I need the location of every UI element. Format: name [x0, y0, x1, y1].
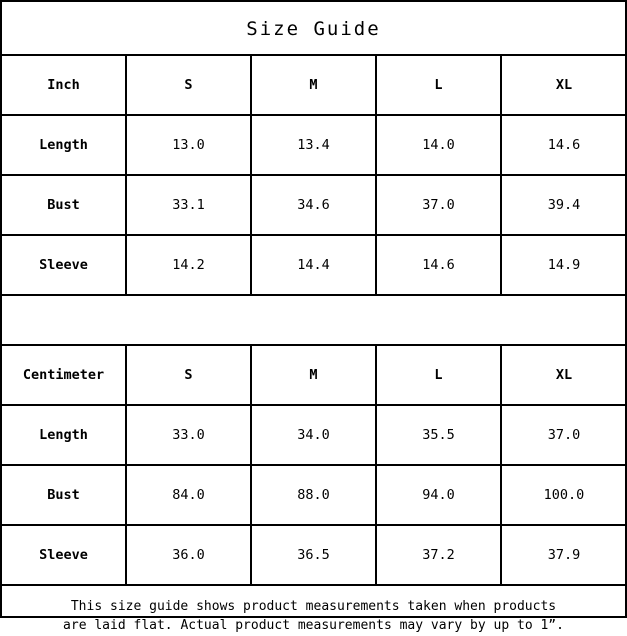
cell-sleeve-m: 36.5 — [251, 525, 376, 585]
column-header-xl: XL — [501, 55, 626, 115]
row-label-length: Length — [2, 115, 126, 175]
cell-bust-s: 33.1 — [126, 175, 251, 235]
cell-sleeve-s: 14.2 — [126, 235, 251, 295]
cell-length-m: 34.0 — [251, 405, 376, 465]
row-label-length: Length — [2, 405, 126, 465]
cell-length-s: 13.0 — [126, 115, 251, 175]
table-row — [2, 525, 626, 585]
column-header-l: L — [376, 55, 501, 115]
column-header-xl: XL — [501, 345, 626, 405]
column-header-l: L — [376, 345, 501, 405]
cell-sleeve-l: 37.2 — [376, 525, 501, 585]
column-header-m: M — [251, 345, 376, 405]
table-row — [2, 115, 626, 175]
cell-bust-s: 84.0 — [126, 465, 251, 525]
table-row — [2, 465, 626, 525]
centimeter-size-table — [2, 344, 626, 586]
cell-sleeve-l: 14.6 — [376, 235, 501, 295]
row-label-bust: Bust — [2, 175, 126, 235]
column-header-m: M — [251, 55, 376, 115]
table-divider-space — [2, 296, 625, 344]
table-header-row — [2, 345, 626, 405]
cell-bust-xl: 39.4 — [501, 175, 626, 235]
page-title: Size Guide — [246, 18, 381, 40]
footer-note — [2, 586, 625, 636]
cell-length-s: 33.0 — [126, 405, 251, 465]
row-label-bust: Bust — [2, 465, 126, 525]
cell-sleeve-xl: 14.9 — [501, 235, 626, 295]
cell-length-xl: 37.0 — [501, 405, 626, 465]
footer-note-line2: are laid flat. Actual product measurements may vary by up to 1”. — [63, 617, 564, 633]
table-row — [2, 405, 626, 465]
cell-sleeve-xl: 37.9 — [501, 525, 626, 585]
column-header-s: S — [126, 345, 251, 405]
unit-label-inch: Inch — [2, 55, 126, 115]
row-label-sleeve: Sleeve — [2, 235, 126, 295]
column-header-s: S — [126, 55, 251, 115]
footer-note-line1: This size guide shows product measurements taken when products — [70, 599, 557, 614]
table-row — [2, 175, 626, 235]
table-row — [2, 235, 626, 295]
table-header-row — [2, 55, 626, 115]
cell-bust-l: 94.0 — [376, 465, 501, 525]
cell-length-m: 13.4 — [251, 115, 376, 175]
cell-bust-l: 37.0 — [376, 175, 501, 235]
row-label-sleeve: Sleeve — [2, 525, 126, 585]
cell-sleeve-s: 36.0 — [126, 525, 251, 585]
cell-length-l: 14.0 — [376, 115, 501, 175]
cell-bust-m: 88.0 — [251, 465, 376, 525]
cell-bust-xl: 100.0 — [501, 465, 626, 525]
cell-sleeve-m: 14.4 — [251, 235, 376, 295]
cell-length-l: 35.5 — [376, 405, 501, 465]
unit-label-centimeter: Centimeter — [2, 345, 126, 405]
cell-bust-m: 34.6 — [251, 175, 376, 235]
cell-length-xl: 14.6 — [501, 115, 626, 175]
inch-size-table — [2, 54, 626, 296]
